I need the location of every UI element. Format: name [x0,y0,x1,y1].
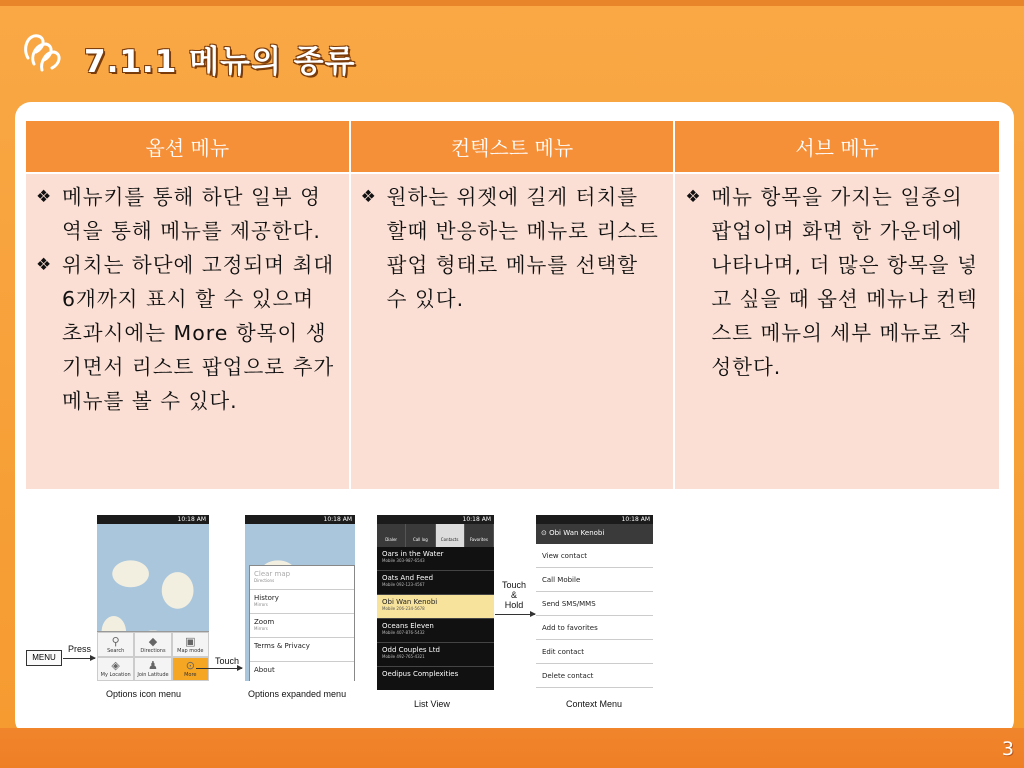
list-item[interactable] [377,547,494,571]
expanded-menu [249,565,355,681]
page-title: 7.1.1 메뉴의 종류 [84,44,356,80]
contact-phone: Mobile 303-987-6543 [382,558,425,563]
contact-name: Oars in the Water [382,550,444,558]
bullet-text: 메뉴키를 통해 하단 일부 영역을 통해 메뉴를 제공한다. [62,185,321,243]
caption-list-view: List View [414,699,450,709]
menu-item-search[interactable] [97,632,134,657]
menu-item-about[interactable] [250,662,354,681]
touch-arrow [196,668,242,669]
tab-call-log[interactable]: Call log [406,524,435,547]
more-icon: ⊙ [185,659,195,672]
list-item[interactable] [377,643,494,667]
touch-hold-line: & [511,590,518,600]
list-item[interactable] [377,571,494,595]
status-bar: 10:18 AM [536,515,653,524]
top-accent-line [0,0,1024,6]
bullet-text: 원하는 위젯에 길게 터치를 할때 반응하는 메뉴로 리스트 팝업 형태로 메뉴를 선택할 수 있다. [386,185,659,311]
status-bar: 10:18 AM [245,515,355,524]
menu-item-terms[interactable] [250,638,354,662]
contact-name: Oceans Eleven [382,622,434,630]
bullet-diamond-icon: ❖ [36,187,52,207]
footer-bar [0,728,1024,768]
list-item [685,180,987,384]
tab-favorites[interactable]: Favorites [465,524,494,547]
directions-icon: ◆ [148,634,158,648]
menu-item-label: History [254,594,279,602]
menu-types-table [24,119,1001,491]
context-item-call-mobile[interactable]: Call Mobile [536,568,653,592]
context-item-add-favorites[interactable]: Add to favorites [536,616,653,640]
menu-item-directions[interactable] [134,632,171,657]
contact-name: Oats And Feed [382,574,434,582]
tab-dialer[interactable]: Dialer [377,524,406,547]
options-icon-grid [97,631,209,681]
menu-item-label: My Location [100,672,131,678]
cell-option-menu [25,173,350,490]
contact-name: Obi Wan Kenobi [382,598,438,606]
press-label: Press [68,644,92,654]
menu-item-history[interactable] [250,590,354,614]
status-bar: 10:18 AM [97,515,209,524]
options-icon-menu-screenshot [97,515,209,681]
menu-item-label: Directions [140,647,166,654]
menu-item-label: Join Latitude [137,672,169,678]
menu-item-label: About [254,666,275,674]
menu-item-clear-map[interactable] [250,566,354,590]
bullet-text: 메뉴 항목을 가지는 일종의 팝업이며 화면 한 가운데에 나타나며, 더 많은 항목을 넣고 싶을 때 옵션 메뉴나 컨텍스트 메뉴의 세부 메뉴로 작성한다. [711,185,978,379]
context-menu-title: ⊙ Obi Wan Kenobi [536,524,653,544]
cell-sub-menu [674,173,1000,490]
bullet-diamond-icon: ❖ [360,187,376,207]
menu-item-label: Clear map [254,570,291,578]
contact-phone: Mobile 092-123-4567 [382,582,425,587]
cell-context-menu [350,173,675,490]
touch-hold-line: Hold [504,600,524,610]
list-item [361,180,662,316]
press-arrow [63,658,95,659]
menu-item-label: Map mode [177,647,204,654]
list-item-selected[interactable] [377,595,494,619]
caption-options-expanded-menu: Options expanded menu [248,689,347,699]
logo-icon [18,28,66,76]
list-item [36,180,337,248]
options-expanded-menu-screenshot [245,515,355,681]
menu-item-map-mode[interactable] [172,632,209,657]
menu-key-button[interactable]: MENU [26,650,62,666]
context-menu-screenshot [536,515,653,690]
menu-item-join-latitude[interactable] [134,657,171,682]
context-menu [536,524,653,690]
location-icon: ◈ [111,659,120,672]
touch-label: Touch [215,656,240,666]
caption-options-icon-menu: Options icon menu [106,689,182,699]
list-item[interactable] [377,667,494,690]
bullet-text: 위치는 하단에 고정되며 최대 6개까지 표시 할 수 있으며 초과시에는 More 항목이 생기면서 리스트 팝업으로 추가 메뉴를 볼 수 있다. [62,253,335,413]
context-item-send-sms[interactable]: Send SMS/MMS [536,592,653,616]
context-item-edit-contact[interactable]: Edit contact [536,640,653,664]
menu-item-sub: Mirrors [254,626,268,631]
touch-hold-label [502,580,526,610]
menu-item-my-location[interactable] [97,657,134,682]
list-view-screenshot [377,515,494,690]
contact-name: Oedipus Complexities [382,670,459,678]
header-sub-menu: 서브 메뉴 [674,120,1000,173]
menu-item-label: Terms & Privacy [254,642,310,650]
status-bar: 10:18 AM [377,515,494,524]
caption-context-menu: Context Menu [566,699,623,709]
contact-phone: Mobile 407-876-5432 [382,630,425,635]
touch-hold-arrow [495,614,535,615]
search-icon: ⚲ [111,634,120,648]
menu-item-sub: Mirrors [254,602,268,607]
context-item-delete-contact[interactable]: Delete contact [536,664,653,688]
context-title-text: Obi Wan Kenobi [549,529,605,537]
header-option-menu: 옵션 메뉴 [25,120,350,173]
menu-item-label: Search [107,647,125,654]
contact-name: Odd Couples Ltd [382,646,440,654]
bullet-diamond-icon: ❖ [685,187,701,207]
latitude-icon: ♟ [148,659,158,672]
contact-phone: Mobile 492-765-4321 [382,654,425,659]
contact-phone: Mobile 206-234-5678 [382,606,425,611]
header-context-menu: 컨텍스트 메뉴 [350,120,675,173]
list-item [36,248,337,418]
contact-list [377,547,494,690]
menu-item-sub: Directions [254,578,275,583]
page-number: 3 [1001,738,1014,760]
map-mode-icon: ▣ [185,634,196,648]
list-item[interactable] [377,619,494,643]
bullet-diamond-icon: ❖ [36,255,52,275]
menu-item-label: Zoom [254,618,275,626]
tab-contacts[interactable]: Contacts [436,524,465,547]
context-item-view-contact[interactable]: View contact [536,544,653,568]
menu-item-label: More [184,672,197,678]
phone-tabs [377,524,494,547]
menu-item-zoom[interactable] [250,614,354,638]
touch-hold-line: Touch [502,580,527,590]
